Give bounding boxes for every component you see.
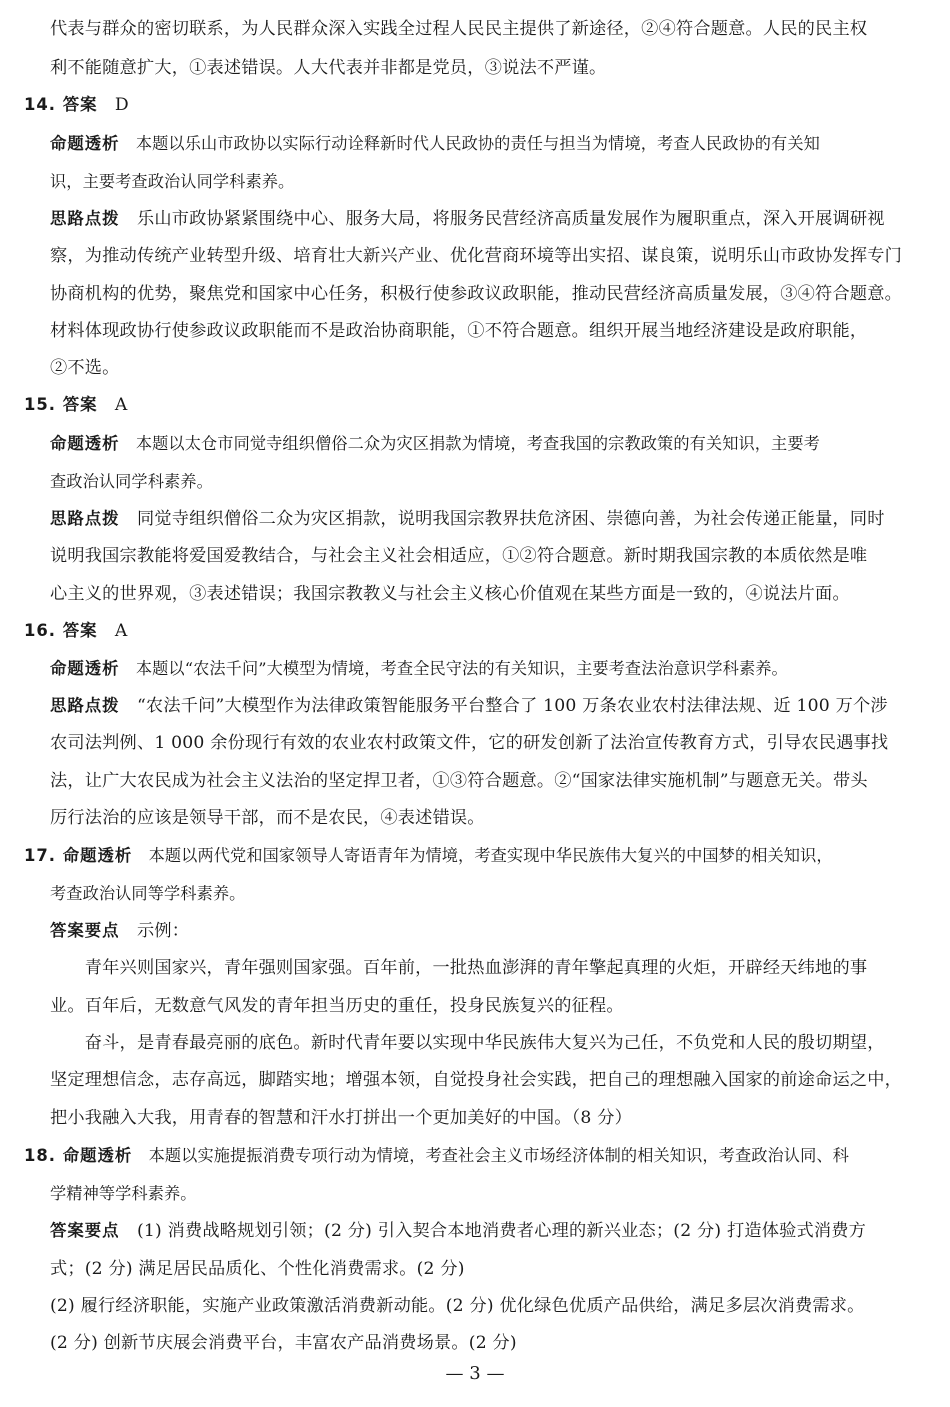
solution-hint-14: 思路点拨 乐山市政协紧紧围绕中心、服务大局，将服务民营经济高质量发展作为履职重点，深入开展调研视 — [50, 209, 885, 229]
text-line: ②不选。 — [50, 358, 120, 378]
text-line: 坚定理想信念，志存高远，脚踏实地；增强本领，自觉投身社会实践，把自己的理想融入国家的前途命运之中， — [50, 1070, 902, 1090]
text-line: 协商机构的优势，聚焦党和国家中心任务，积极行使参政议政职能，推动民营经济高质量发展，③④符合题意。 — [50, 284, 902, 304]
answer-heading-14: 14. 答案 D — [24, 95, 129, 115]
text-line: 式；(2 分) 满足居民品质化、个性化消费需求。(2 分) — [50, 1259, 465, 1279]
text-line: 说明我国宗教能将爱国爱教结合，与社会主义社会相适应，①②符合题意。新时期我国宗教的本质依然是唯 — [50, 546, 868, 566]
text-line: 材料体现政协行使参政议政职能而不是政治协商职能，①不符合题意。组织开展当地经济建设是政府职能， — [50, 321, 868, 341]
text-line: (2 分) 创新节庆展会消费平台，丰富农产品消费场景。(2 分) — [50, 1333, 517, 1353]
solution-hint-16: 思路点拨 “农法千问”大模型作为法律政策智能服务平台整合了 100 万条农业农村法律法规、近 100 万个涉 — [50, 696, 888, 716]
text-line: 利不能随意扩大，①表述错误。人大代表并非都是党员，③说法不严谨。 — [50, 58, 607, 78]
question-analysis-14: 命题透析 本题以乐山市政协以实际行动诠释新时代人民政协的责任与担当为情境，考查人民政协的有关知 — [50, 134, 820, 153]
text-line: (2) 履行经济职能，实施产业政策激活消费新动能。(2 分) 优化绿色优质产品供给，满足多层次消费需求。 — [50, 1296, 865, 1316]
text-line: 识，主要考查政治认同学科素养。 — [50, 172, 295, 191]
text-line: 查政治认同学科素养。 — [50, 472, 213, 491]
text-line: 法，让广大农民成为社会主义法治的坚定捍卫者，①③符合题意。②“国家法律实施机制”与题意无关。带头 — [50, 771, 868, 791]
text-line: 察，为推动传统产业转型升级、培育壮大新兴产业、优化营商环境等出实招、谋良策，说明乐山市政协发挥专门 — [50, 246, 902, 266]
question-analysis-15: 命题透析 本题以太仓市同觉寺组织僧俗二众为灾区捐款为情境，考查我国的宗教政策的有关知识，主要考 — [50, 434, 820, 453]
question-analysis-16: 命题透析 本题以“农法千问”大模型为情境，考查全民守法的有关知识，主要考查法治意识学科素养。 — [50, 659, 788, 678]
text-line: 学精神等学科素养。 — [50, 1184, 197, 1203]
text-line: 业。百年后，无数意气风发的青年担当历史的重任，投身民族复兴的征程。 — [50, 996, 624, 1016]
text-line: 考查政治认同等学科素养。 — [50, 884, 246, 903]
solution-hint-15: 思路点拨 同觉寺组织僧俗二众为灾区捐款，说明我国宗教界扶危济困、崇德向善，为社会传递正能量，同时 — [50, 509, 885, 529]
answer-heading-15: 15. 答案 A — [24, 395, 128, 415]
answer-points-17: 答案要点 示例： — [50, 921, 190, 941]
question-analysis-18: 18. 命题透析 本题以实施提振消费专项行动为情境，考查社会主义市场经济体制的相关知识，考查政治认同、科 — [24, 1146, 849, 1165]
question-analysis-17: 17. 命题透析 本题以两代党和国家领导人寄语青年为情境，考查实现中华民族伟大复兴的中国梦的相关知识， — [24, 846, 833, 865]
text-line: 把小我融入大我，用青春的智慧和汗水打拼出一个更加美好的中国。（8 分） — [50, 1108, 632, 1128]
text-line: 青年兴则国家兴，青年强则国家强。百年前，一批热血澎湃的青年擎起真理的火炬，开辟经天纬地的事 — [50, 958, 868, 978]
answer-heading-16: 16. 答案 A — [24, 621, 128, 641]
page-number: — 3 — — [445, 1363, 505, 1384]
text-line: 心主义的世界观，③表述错误；我国宗教教义与社会主义核心价值观在某些方面是一致的，④说法片面。 — [50, 584, 850, 604]
text-line: 农司法判例、1 000 余份现行有效的农业农村政策文件，它的研发创新了法治宣传教育方式，引导农民遇事找 — [50, 733, 889, 753]
answer-points-18: 答案要点 (1) 消费战略规划引领；(2 分) 引入契合本地消费者心理的新兴业态；(2 分) 打造体验式消费方 — [50, 1221, 867, 1241]
text-line: 奋斗，是青春最亮丽的底色。新时代青年要以实现中华民族伟大复兴为己任，不负党和人民的殷切期望， — [50, 1033, 885, 1053]
text-line: 代表与群众的密切联系，为人民群众深入实践全过程人民民主提供了新途径，②④符合题意。人民的民主权 — [50, 19, 868, 39]
text-line: 厉行法治的应该是领导干部，而不是农民，④表述错误。 — [50, 808, 485, 828]
